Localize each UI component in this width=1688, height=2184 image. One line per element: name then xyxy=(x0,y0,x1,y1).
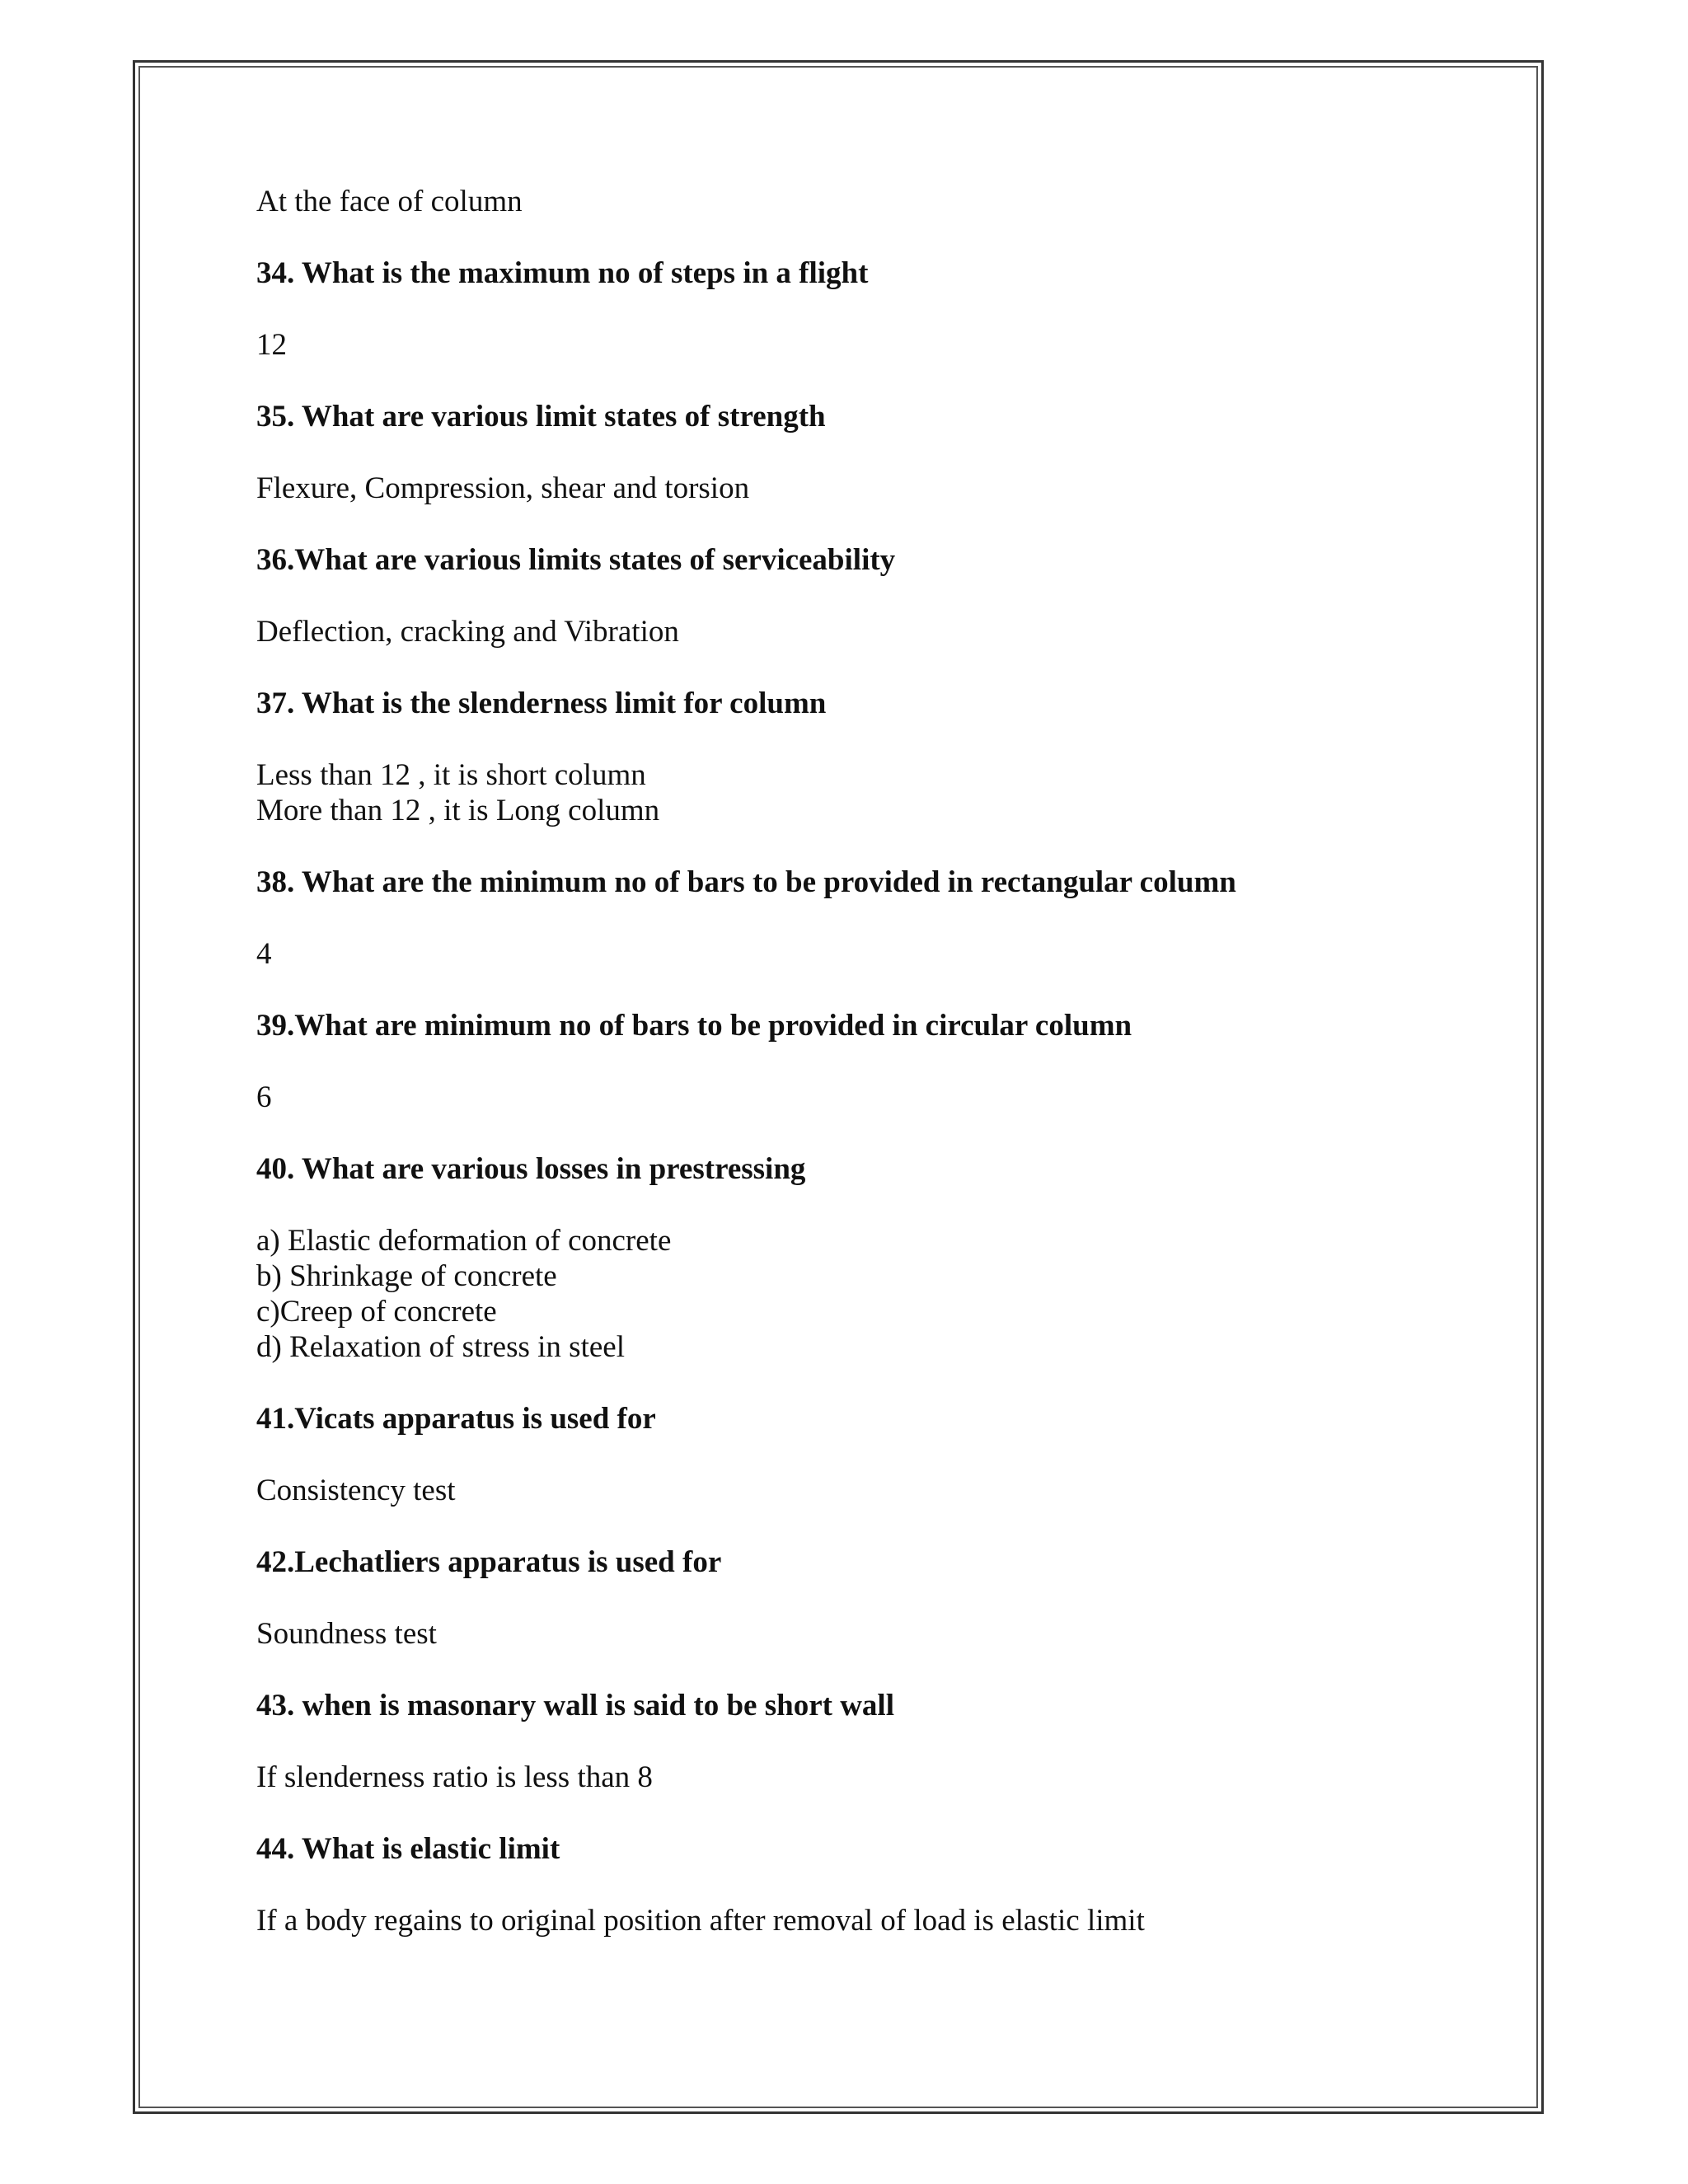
question-38: 38. What are the minimum no of bars to be provided in rectangular column xyxy=(256,865,1236,899)
question-35: 35. What are various limit states of strength xyxy=(256,400,826,434)
question-39: 39.What are minimum no of bars to be provided in circular column xyxy=(256,1009,1132,1043)
answer-42: Soundness test xyxy=(256,1617,437,1651)
question-41: 41.Vicats apparatus is used for xyxy=(256,1402,656,1436)
answer-40-item-b: b) Shrinkage of concrete xyxy=(256,1259,557,1293)
answer-41: Consistency test xyxy=(256,1474,456,1507)
answer-44: If a body regains to original position after removal of load is elastic limit xyxy=(256,1904,1145,1938)
answer-38: 4 xyxy=(256,937,272,971)
answer-33: At the face of column xyxy=(256,185,523,218)
question-42: 42.Lechatliers apparatus is used for xyxy=(256,1545,722,1579)
answer-36: Deflection, cracking and Vibration xyxy=(256,615,679,649)
question-44: 44. What is elastic limit xyxy=(256,1832,560,1866)
answer-35: Flexure, Compression, shear and torsion xyxy=(256,471,750,505)
answer-37-line-2: More than 12 , it is Long column xyxy=(256,794,660,827)
question-40: 40. What are various losses in prestressing xyxy=(256,1152,806,1186)
question-37: 37. What is the slenderness limit for column xyxy=(256,687,827,720)
question-43: 43. when is masonary wall is said to be short wall xyxy=(256,1689,894,1722)
answer-43: If slenderness ratio is less than 8 xyxy=(256,1760,653,1794)
page-border-inner xyxy=(138,66,1538,2108)
answer-40-item-c: c)Creep of concrete xyxy=(256,1295,497,1329)
answer-40-item-d: d) Relaxation of stress in steel xyxy=(256,1330,625,1364)
answer-39: 6 xyxy=(256,1080,272,1114)
answer-34: 12 xyxy=(256,328,287,362)
question-36: 36.What are various limits states of serviceability xyxy=(256,543,896,577)
answer-40-item-a: a) Elastic deformation of concrete xyxy=(256,1224,672,1258)
question-34: 34. What is the maximum no of steps in a flight xyxy=(256,256,869,290)
answer-37-line-1: Less than 12 , it is short column xyxy=(256,758,646,792)
